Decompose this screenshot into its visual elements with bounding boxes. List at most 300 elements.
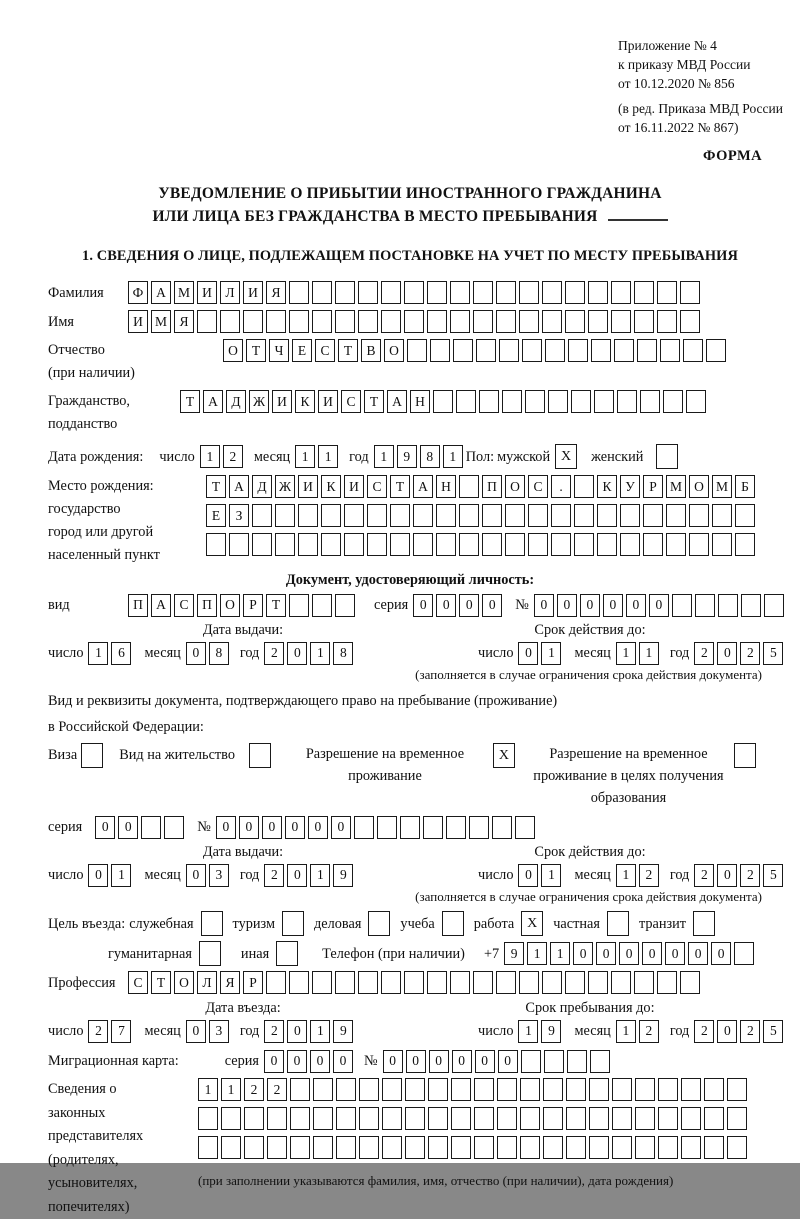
char-box[interactable] [482,504,502,527]
char-box[interactable] [476,339,496,362]
char-box[interactable]: А [413,475,433,498]
migration-card-series-input[interactable] [264,1050,356,1073]
char-box[interactable] [275,533,295,556]
char-box[interactable]: 9 [541,1020,561,1043]
char-box[interactable]: М [666,475,686,498]
char-box[interactable] [542,971,562,994]
char-box[interactable] [313,1107,333,1130]
char-box[interactable] [451,1136,471,1159]
char-box[interactable] [589,1078,609,1101]
char-box[interactable] [522,339,542,362]
residence-expiry-day-input[interactable] [518,864,564,887]
purpose-transit-checkbox[interactable] [693,911,715,936]
char-box[interactable]: А [229,475,249,498]
char-box[interactable]: 1 [639,642,659,665]
char-box[interactable] [275,504,295,527]
char-box[interactable]: 0 [557,594,577,617]
char-box[interactable]: 1 [527,942,547,965]
stay-year-input[interactable] [694,1020,786,1043]
char-box[interactable]: О [689,475,709,498]
char-box[interactable] [298,533,318,556]
char-box[interactable] [681,1136,701,1159]
char-box[interactable]: 0 [413,594,433,617]
entry-month-input[interactable] [186,1020,232,1043]
char-box[interactable] [520,1107,540,1130]
char-box[interactable]: Ж [249,390,269,413]
char-box[interactable]: Р [243,594,263,617]
char-box[interactable]: 0 [308,816,328,839]
char-box[interactable] [335,281,355,304]
char-box[interactable]: 0 [665,942,685,965]
char-box[interactable] [427,281,447,304]
char-box[interactable]: Т [390,475,410,498]
char-box[interactable]: 0 [186,1020,206,1043]
char-box[interactable] [266,310,286,333]
char-box[interactable] [220,310,240,333]
char-box[interactable]: 0 [711,942,731,965]
char-box[interactable] [497,1078,517,1101]
char-box[interactable] [312,594,332,617]
char-box[interactable]: 0 [287,642,307,665]
char-box[interactable]: С [528,475,548,498]
char-box[interactable] [499,339,519,362]
purpose-official-checkbox[interactable] [201,911,223,936]
identity-issue-month-input[interactable] [186,642,232,665]
char-box[interactable]: 0 [287,864,307,887]
char-box[interactable] [390,533,410,556]
char-box[interactable]: 1 [443,445,463,468]
residence-expiry-year-input[interactable] [694,864,786,887]
char-box[interactable] [141,816,161,839]
char-box[interactable] [267,1136,287,1159]
residence-expiry-month-input[interactable] [616,864,662,887]
char-box[interactable] [321,533,341,556]
sex-female-checkbox[interactable] [656,444,678,469]
char-box[interactable] [359,1136,379,1159]
char-box[interactable] [683,339,703,362]
identity-issue-day-input[interactable] [88,642,134,665]
char-box[interactable]: 0 [518,642,538,665]
char-box[interactable] [404,310,424,333]
char-box[interactable]: Л [220,281,240,304]
char-box[interactable]: И [243,281,263,304]
char-box[interactable] [551,504,571,527]
char-box[interactable]: 0 [429,1050,449,1073]
char-box[interactable]: М [174,281,194,304]
char-box[interactable]: 1 [88,642,108,665]
char-box[interactable]: Ж [275,475,295,498]
char-box[interactable] [680,281,700,304]
char-box[interactable]: 9 [333,864,353,887]
char-box[interactable]: О [220,594,240,617]
char-box[interactable] [594,390,614,413]
char-box[interactable] [689,533,709,556]
char-box[interactable] [377,816,397,839]
purpose-private-checkbox[interactable] [607,911,629,936]
char-box[interactable]: В [361,339,381,362]
char-box[interactable]: С [174,594,194,617]
char-box[interactable] [312,310,332,333]
char-box[interactable] [565,281,585,304]
identity-expiry-year-input[interactable] [694,642,786,665]
char-box[interactable]: 0 [452,1050,472,1073]
char-box[interactable]: 0 [459,594,479,617]
char-box[interactable] [381,310,401,333]
char-box[interactable] [244,1136,264,1159]
char-box[interactable] [229,533,249,556]
char-box[interactable]: 0 [186,642,206,665]
char-box[interactable]: 1 [616,642,636,665]
char-box[interactable] [407,339,427,362]
visa-checkbox[interactable] [81,743,103,768]
migration-card-number-input[interactable] [383,1050,613,1073]
char-box[interactable]: Я [174,310,194,333]
char-box[interactable]: С [315,339,335,362]
char-box[interactable] [482,533,502,556]
char-box[interactable] [497,1136,517,1159]
char-box[interactable] [496,971,516,994]
char-box[interactable]: И [197,281,217,304]
char-box[interactable] [266,971,286,994]
char-box[interactable]: 2 [264,864,284,887]
char-box[interactable] [335,594,355,617]
char-box[interactable]: 1 [310,642,330,665]
identity-doc-number-input[interactable] [534,594,787,617]
char-box[interactable]: Н [436,475,456,498]
char-box[interactable] [727,1107,747,1130]
char-box[interactable]: 5 [763,864,783,887]
residence-issue-year-input[interactable] [264,864,356,887]
char-box[interactable] [658,1107,678,1130]
char-box[interactable] [640,390,660,413]
char-box[interactable]: 0 [475,1050,495,1073]
char-box[interactable]: 7 [111,1020,131,1043]
char-box[interactable] [474,1107,494,1130]
char-box[interactable]: Ф [128,281,148,304]
representatives-input-row1[interactable] [198,1078,750,1101]
char-box[interactable] [704,1107,724,1130]
char-box[interactable]: А [151,281,171,304]
char-box[interactable] [686,390,706,413]
char-box[interactable] [298,504,318,527]
char-box[interactable]: 0 [482,594,502,617]
char-box[interactable] [367,533,387,556]
char-box[interactable] [390,504,410,527]
char-box[interactable] [657,971,677,994]
char-box[interactable] [197,310,217,333]
char-box[interactable]: 0 [649,594,669,617]
char-box[interactable] [643,533,663,556]
char-box[interactable] [289,281,309,304]
char-box[interactable] [344,504,364,527]
residence-permit-checkbox[interactable] [249,743,271,768]
char-box[interactable] [666,533,686,556]
birth-place-input-row3[interactable] [206,533,758,556]
char-box[interactable]: 2 [740,864,760,887]
char-box[interactable] [681,1107,701,1130]
char-box[interactable] [313,1078,333,1101]
char-box[interactable] [473,310,493,333]
char-box[interactable] [611,971,631,994]
char-box[interactable] [660,339,680,362]
char-box[interactable] [336,1136,356,1159]
char-box[interactable]: Я [220,971,240,994]
char-box[interactable]: Н [410,390,430,413]
char-box[interactable]: 2 [264,642,284,665]
char-box[interactable]: 2 [694,642,714,665]
char-box[interactable] [206,533,226,556]
char-box[interactable]: 0 [406,1050,426,1073]
char-box[interactable] [643,504,663,527]
char-box[interactable]: 0 [383,1050,403,1073]
surname-input[interactable] [128,281,703,304]
char-box[interactable]: 2 [639,1020,659,1043]
char-box[interactable] [290,1107,310,1130]
char-box[interactable] [612,1136,632,1159]
char-box[interactable]: А [203,390,223,413]
purpose-humanitarian-checkbox[interactable] [199,941,221,966]
char-box[interactable]: 9 [397,445,417,468]
char-box[interactable] [635,1107,655,1130]
char-box[interactable]: 0 [118,816,138,839]
char-box[interactable] [519,310,539,333]
char-box[interactable] [588,281,608,304]
char-box[interactable] [428,1107,448,1130]
char-box[interactable]: Б [735,475,755,498]
char-box[interactable] [381,281,401,304]
char-box[interactable] [589,1107,609,1130]
char-box[interactable] [519,281,539,304]
char-box[interactable]: 8 [333,642,353,665]
representatives-input-row2[interactable] [198,1107,750,1130]
char-box[interactable]: 8 [209,642,229,665]
char-box[interactable]: З [229,504,249,527]
char-box[interactable] [542,281,562,304]
char-box[interactable] [712,504,732,527]
birth-place-input-row2[interactable] [206,504,758,527]
temp-residence-permit-checkbox[interactable]: X [493,743,515,768]
char-box[interactable] [712,533,732,556]
char-box[interactable] [620,504,640,527]
char-box[interactable] [635,1136,655,1159]
char-box[interactable] [634,310,654,333]
char-box[interactable]: О [384,339,404,362]
char-box[interactable]: 0 [580,594,600,617]
char-box[interactable]: 1 [310,1020,330,1043]
char-box[interactable] [505,533,525,556]
char-box[interactable] [450,281,470,304]
education-permit-checkbox[interactable] [734,743,756,768]
char-box[interactable] [312,971,332,994]
char-box[interactable]: 3 [209,1020,229,1043]
char-box[interactable] [267,1107,287,1130]
char-box[interactable]: Р [243,971,263,994]
char-box[interactable] [382,1107,402,1130]
char-box[interactable]: 1 [616,1020,636,1043]
char-box[interactable] [542,310,562,333]
char-box[interactable] [611,310,631,333]
char-box[interactable] [590,1050,610,1073]
char-box[interactable] [453,339,473,362]
char-box[interactable]: 1 [550,942,570,965]
char-box[interactable]: 0 [717,864,737,887]
char-box[interactable] [734,942,754,965]
char-box[interactable] [243,310,263,333]
char-box[interactable] [568,339,588,362]
char-box[interactable]: 0 [264,1050,284,1073]
char-box[interactable] [336,1107,356,1130]
char-box[interactable]: И [128,310,148,333]
char-box[interactable]: 0 [287,1020,307,1043]
char-box[interactable] [382,1078,402,1101]
char-box[interactable]: 1 [111,864,131,887]
char-box[interactable] [634,281,654,304]
char-box[interactable] [735,533,755,556]
char-box[interactable]: 0 [603,594,623,617]
char-box[interactable] [657,281,677,304]
char-box[interactable]: Д [226,390,246,413]
char-box[interactable]: Т [151,971,171,994]
char-box[interactable]: 0 [717,1020,737,1043]
char-box[interactable]: 0 [498,1050,518,1073]
char-box[interactable] [221,1136,241,1159]
char-box[interactable] [566,1078,586,1101]
char-box[interactable] [566,1136,586,1159]
char-box[interactable] [436,533,456,556]
char-box[interactable] [634,971,654,994]
birth-year-input[interactable] [374,445,466,468]
char-box[interactable] [502,390,522,413]
char-box[interactable] [459,475,479,498]
char-box[interactable]: Т [246,339,266,362]
char-box[interactable]: 0 [642,942,662,965]
char-box[interactable] [430,339,450,362]
char-box[interactable] [479,390,499,413]
char-box[interactable] [423,816,443,839]
char-box[interactable] [658,1136,678,1159]
char-box[interactable] [474,1136,494,1159]
char-box[interactable]: 2 [639,864,659,887]
char-box[interactable] [450,971,470,994]
char-box[interactable]: 0 [596,942,616,965]
char-box[interactable] [551,533,571,556]
char-box[interactable] [244,1107,264,1130]
representatives-input-row3[interactable] [198,1136,750,1159]
char-box[interactable]: О [174,971,194,994]
char-box[interactable]: У [620,475,640,498]
char-box[interactable]: О [223,339,243,362]
char-box[interactable] [611,281,631,304]
char-box[interactable] [764,594,784,617]
char-box[interactable]: И [298,475,318,498]
purpose-other-checkbox[interactable] [276,941,298,966]
char-box[interactable] [428,1078,448,1101]
char-box[interactable]: 2 [740,642,760,665]
char-box[interactable]: 5 [763,642,783,665]
identity-issue-year-input[interactable] [264,642,356,665]
char-box[interactable] [543,1107,563,1130]
char-box[interactable]: 2 [694,864,714,887]
char-box[interactable]: 0 [310,1050,330,1073]
char-box[interactable] [382,1136,402,1159]
char-box[interactable] [544,1050,564,1073]
char-box[interactable]: К [597,475,617,498]
char-box[interactable] [574,504,594,527]
char-box[interactable] [451,1078,471,1101]
char-box[interactable] [591,339,611,362]
char-box[interactable] [520,1136,540,1159]
char-box[interactable] [451,1107,471,1130]
char-box[interactable]: 2 [244,1078,264,1101]
stay-day-input[interactable] [518,1020,564,1043]
entry-day-input[interactable] [88,1020,134,1043]
char-box[interactable]: Д [252,475,272,498]
char-box[interactable] [450,310,470,333]
char-box[interactable]: 8 [420,445,440,468]
char-box[interactable] [574,475,594,498]
char-box[interactable]: 1 [541,642,561,665]
char-box[interactable]: П [197,594,217,617]
char-box[interactable] [405,1078,425,1101]
char-box[interactable]: Л [197,971,217,994]
residence-issue-month-input[interactable] [186,864,232,887]
char-box[interactable] [727,1136,747,1159]
char-box[interactable] [405,1136,425,1159]
char-box[interactable]: 2 [88,1020,108,1043]
char-box[interactable] [658,1078,678,1101]
purpose-work-checkbox[interactable]: X [521,911,543,936]
char-box[interactable] [543,1078,563,1101]
char-box[interactable]: И [318,390,338,413]
char-box[interactable]: Т [266,594,286,617]
char-box[interactable] [289,310,309,333]
char-box[interactable] [474,1078,494,1101]
char-box[interactable]: 1 [200,445,220,468]
entry-year-input[interactable] [264,1020,356,1043]
char-box[interactable] [515,816,535,839]
char-box[interactable] [335,310,355,333]
char-box[interactable] [456,390,476,413]
char-box[interactable]: Е [206,504,226,527]
char-box[interactable]: 0 [216,816,236,839]
char-box[interactable]: 2 [223,445,243,468]
char-box[interactable]: 3 [209,864,229,887]
char-box[interactable]: 2 [267,1078,287,1101]
char-box[interactable]: 0 [534,594,554,617]
char-box[interactable]: К [295,390,315,413]
char-box[interactable]: 0 [573,942,593,965]
char-box[interactable] [313,1136,333,1159]
phone-input[interactable] [504,942,757,965]
char-box[interactable] [428,1136,448,1159]
char-box[interactable]: Я [266,281,286,304]
char-box[interactable]: С [128,971,148,994]
char-box[interactable]: 0 [436,594,456,617]
char-box[interactable] [614,339,634,362]
char-box[interactable] [496,281,516,304]
char-box[interactable] [617,390,637,413]
char-box[interactable]: 0 [88,864,108,887]
char-box[interactable]: 0 [518,864,538,887]
char-box[interactable] [459,533,479,556]
purpose-tourism-checkbox[interactable] [282,911,304,936]
char-box[interactable]: 0 [186,864,206,887]
char-box[interactable] [588,971,608,994]
char-box[interactable] [680,310,700,333]
char-box[interactable]: 1 [616,864,636,887]
char-box[interactable]: П [128,594,148,617]
char-box[interactable] [221,1107,241,1130]
